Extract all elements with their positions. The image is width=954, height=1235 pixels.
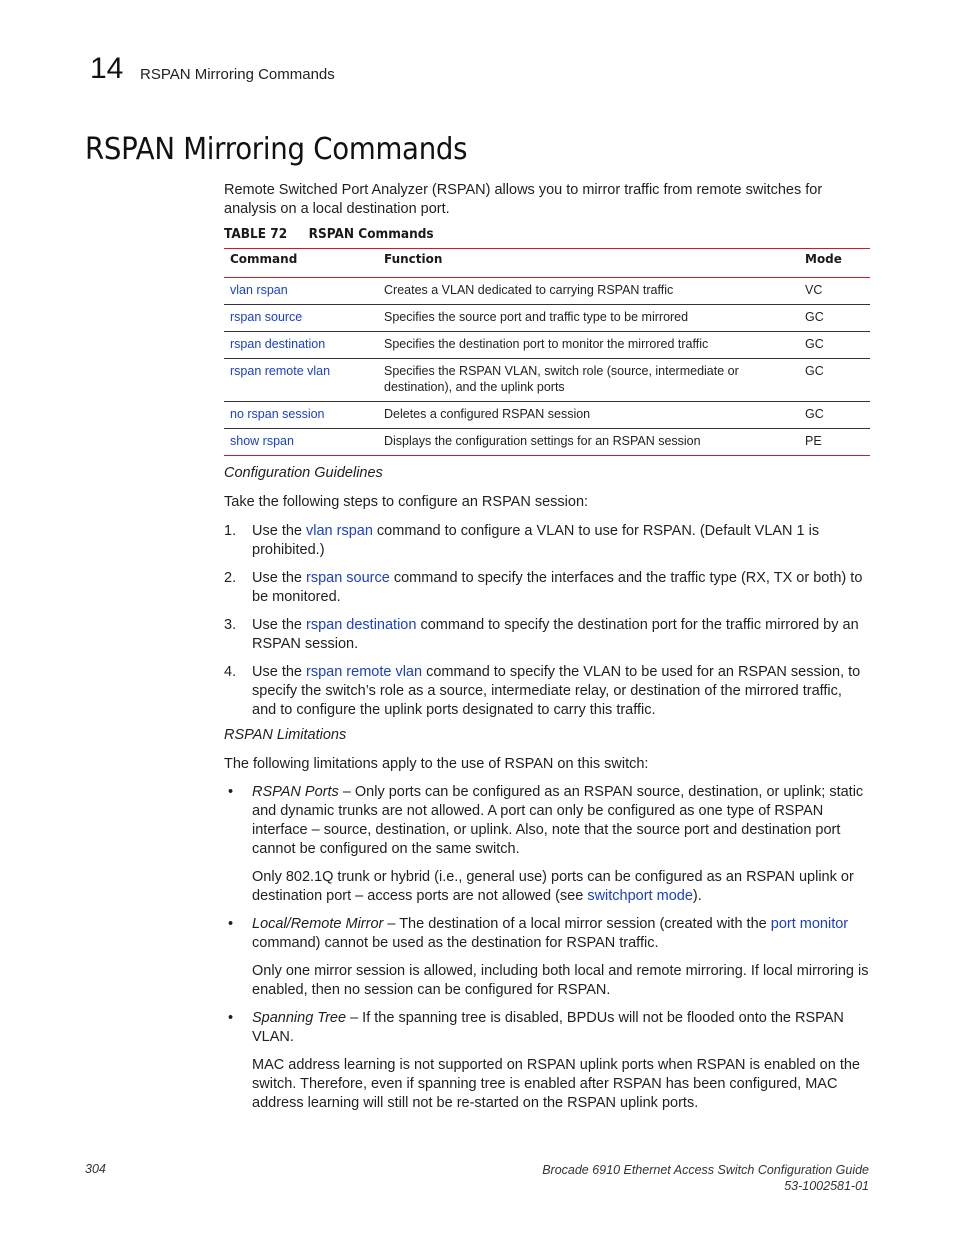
function-cell: Deletes a configured RSPAN session [378, 402, 799, 429]
table-caption [224, 226, 434, 242]
rspan-remote-vlan-link[interactable]: rspan remote vlan [306, 664, 423, 680]
rspan-commands-table [224, 248, 870, 456]
port-monitor-link[interactable]: port monitor [770, 916, 849, 932]
command-link[interactable]: no rspan session [224, 402, 378, 429]
limitations-lead: The following limitations apply to the use of RSPAN on this switch: [224, 756, 649, 772]
mode-cell: PE [799, 429, 870, 456]
limitations-list [224, 783, 870, 1122]
page-title: RSPAN Mirroring Commands [85, 132, 468, 167]
step-number: 2. [224, 570, 237, 586]
table-row [224, 429, 870, 456]
mode-cell: GC [799, 359, 870, 402]
table-header-row [224, 249, 870, 278]
list-item [224, 1009, 870, 1113]
mode-cell: GC [799, 402, 870, 429]
function-cell: Specifies the RSPAN VLAN, switch role (source, intermediate or destination), and the uplink ports [378, 359, 799, 402]
limitations-heading: RSPAN Limitations [224, 727, 347, 743]
bullet-icon: • [228, 784, 234, 800]
limitation-body: – If the spanning tree is disabled, BPDUs will not be flooded onto the RSPAN VLAN. [252, 1010, 844, 1045]
table-row [224, 332, 870, 359]
doc-number: 53-1002581-01 [784, 1179, 869, 1193]
switchport-mode-link[interactable]: switchport mode [587, 888, 693, 904]
mode-cell: VC [805, 283, 823, 297]
step-text: Use the [252, 570, 306, 586]
guidelines-lead: Take the following steps to configure an RSPAN session: [224, 494, 589, 510]
limitation-extra: Only one mirror session is allowed, including both local and remote mirroring. If local mirroring is enabled, then no session can be configured for RSPAN. [252, 963, 869, 998]
bullet-icon: • [228, 916, 234, 932]
command-link[interactable]: rspan source [224, 305, 378, 332]
command-link[interactable]: rspan destination [224, 332, 378, 359]
bullet-icon: • [228, 1010, 234, 1026]
command-link[interactable]: rspan remote vlan [224, 359, 378, 402]
step-text: command to specify the VLAN to be used for an RSPAN session, to specify the switch’s role as a source, intermediate relay, or destination of the mirrored traffic, and to configure the uplink ports designated to carry this traffic. [252, 664, 861, 718]
limitation-body: – Only ports can be configured as an RSPAN source, destination, or uplink; static and dynamic trunks are not allowed. A port can only be configured as one type of RSPAN interface – source, destination, or uplink. Also, note that the source port and destination port cannot be configured on the same switch. [252, 784, 864, 857]
guidelines-heading: Configuration Guidelines [224, 465, 383, 481]
table-label: TABLE 72 [224, 226, 288, 242]
limitation-text [252, 783, 870, 859]
table-row [224, 278, 870, 305]
header-command: Command [230, 252, 298, 266]
step-text: command to specify the interfaces and the traffic type (RX, TX or both) to be monitored. [252, 570, 863, 605]
limitation-body: command) cannot be used as the destination for RSPAN traffic. [252, 935, 659, 951]
limitation-text [252, 1009, 870, 1047]
limitation-extra-text: ). [692, 888, 702, 904]
page-number: 304 [85, 1162, 106, 1176]
step-text: command to specify the destination port for the traffic mirrored by an RSPAN session. [252, 617, 859, 652]
header-function: Function [384, 252, 443, 266]
rspan-source-link[interactable]: rspan source [306, 570, 390, 586]
limitation-text [252, 915, 870, 953]
limitation-extra-text: Only 802.1Q trunk or hybrid (i.e., general use) ports can be configured as an RSPAN uplink or destination port – access ports are not allowed (see [252, 869, 854, 904]
table-row [224, 305, 870, 332]
chapter-title: RSPAN Mirroring Commands [140, 66, 335, 83]
step-text: Use the [252, 523, 306, 539]
guide-title: Brocade 6910 Ethernet Access Switch Configuration Guide [542, 1163, 869, 1177]
function-cell: Specifies the source port and traffic type to be mirrored [378, 305, 799, 332]
guidelines-steps [224, 522, 870, 729]
function-cell: Specifies the destination port to monitor the mirrored traffic [378, 332, 799, 359]
limitation-term: RSPAN Ports [252, 784, 339, 800]
list-item [224, 783, 870, 906]
limitation-extra [252, 868, 870, 906]
step-text: Use the [252, 617, 306, 633]
step-number: 3. [224, 617, 237, 633]
list-item [224, 522, 870, 560]
command-link[interactable]: vlan rspan [230, 283, 288, 297]
list-item [224, 663, 870, 720]
table-title: RSPAN Commands [308, 226, 434, 242]
vlan-rspan-link[interactable]: vlan rspan [306, 523, 373, 539]
mode-cell: GC [799, 332, 870, 359]
step-text: command to configure a VLAN to use for RSPAN. (Default VLAN 1 is prohibited.) [252, 523, 820, 558]
header-mode: Mode [805, 252, 842, 266]
step-number: 1. [224, 523, 237, 539]
chapter-number: 14 [90, 52, 124, 85]
limitation-extra: MAC address learning is not supported on RSPAN uplink ports when RSPAN is enabled on the switch. Therefore, even if spanning tree is enabled after RSPAN has been configured, MAC address learning will still not be re-started on the RSPAN uplink ports. [252, 1057, 860, 1111]
list-item [224, 616, 870, 654]
mode-cell: GC [799, 305, 870, 332]
limitation-body: – The destination of a local mirror session (created with the [383, 916, 771, 932]
rspan-destination-link[interactable]: rspan destination [306, 617, 417, 633]
limitation-term: Local/Remote Mirror [252, 916, 384, 932]
table-row [224, 402, 870, 429]
step-number: 4. [224, 664, 237, 680]
footer-info [542, 1162, 869, 1194]
function-cell: Displays the configuration settings for an RSPAN session [378, 429, 799, 456]
list-item [224, 915, 870, 1000]
list-item [224, 569, 870, 607]
limitation-term: Spanning Tree [252, 1010, 347, 1026]
command-link[interactable]: show rspan [224, 429, 378, 456]
table-row [224, 359, 870, 402]
intro-paragraph: Remote Switched Port Analyzer (RSPAN) allows you to mirror traffic from remote switches for analysis on a local destination port. [224, 182, 823, 217]
function-cell: Creates a VLAN dedicated to carrying RSPAN traffic [384, 283, 674, 297]
step-text: Use the [252, 664, 306, 680]
